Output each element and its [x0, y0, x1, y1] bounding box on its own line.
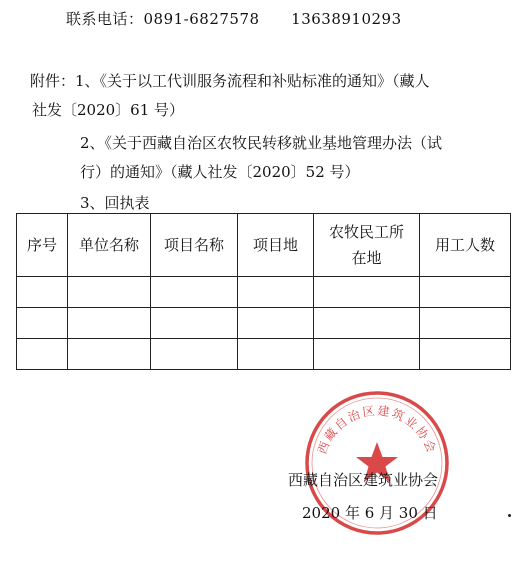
header-serial: 序号 [17, 214, 68, 277]
attachment-2-line-2: 行）的通知》（藏人社发〔2020〕52 号） [80, 163, 360, 181]
table-cell[interactable] [314, 277, 420, 308]
table-cell[interactable] [238, 339, 314, 370]
attachment-2-line-1: 2、《关于西藏自治区农牧民转移就业基地管理办法（试 [80, 134, 443, 152]
table-header-row [17, 214, 511, 277]
table-cell[interactable] [68, 277, 151, 308]
issue-date: 2020 年 6 月 30 日 [302, 504, 438, 522]
table-cell[interactable] [238, 277, 314, 308]
table-cell[interactable] [17, 339, 68, 370]
header-worker-location [314, 214, 420, 277]
table-row [17, 277, 511, 308]
table-cell[interactable] [17, 277, 68, 308]
table-cell[interactable] [420, 308, 511, 339]
seal-ring-text: 西藏自治区建筑业协会 [314, 403, 440, 457]
table-cell[interactable] [17, 308, 68, 339]
organization-name: 西藏自治区建筑业协会 [288, 471, 439, 489]
attachment-1-line-2: 社发〔2020〕61 号） [32, 101, 185, 119]
header-project-location: 项目地 [238, 214, 314, 277]
table-cell[interactable] [238, 308, 314, 339]
header-project-name: 项目名称 [151, 214, 238, 277]
table-cell[interactable] [314, 339, 420, 370]
table-cell[interactable] [314, 308, 420, 339]
contact-phone: 联系电话：0891-6827578 13638910293 [66, 10, 402, 28]
table-cell[interactable] [68, 308, 151, 339]
header-worker-location-line-2: 在地 [351, 249, 382, 267]
table-cell[interactable] [68, 339, 151, 370]
attachment-1-line-1: 附件：1、《关于以工代训服务流程和补贴标准的通知》（藏人 [30, 72, 430, 90]
header-worker-location-line-1: 农牧民工所 [328, 223, 404, 241]
attachment-3: 3、回执表 [80, 194, 150, 212]
table-row [17, 339, 511, 370]
header-worker-count: 用工人数 [420, 214, 511, 277]
stray-dot [508, 514, 511, 517]
table-cell[interactable] [151, 308, 238, 339]
header-unit-name: 单位名称 [68, 214, 151, 277]
table-cell[interactable] [151, 339, 238, 370]
table-cell[interactable] [420, 277, 511, 308]
receipt-table [16, 213, 511, 370]
table-cell[interactable] [151, 277, 238, 308]
table-cell[interactable] [420, 339, 511, 370]
table-row [17, 308, 511, 339]
